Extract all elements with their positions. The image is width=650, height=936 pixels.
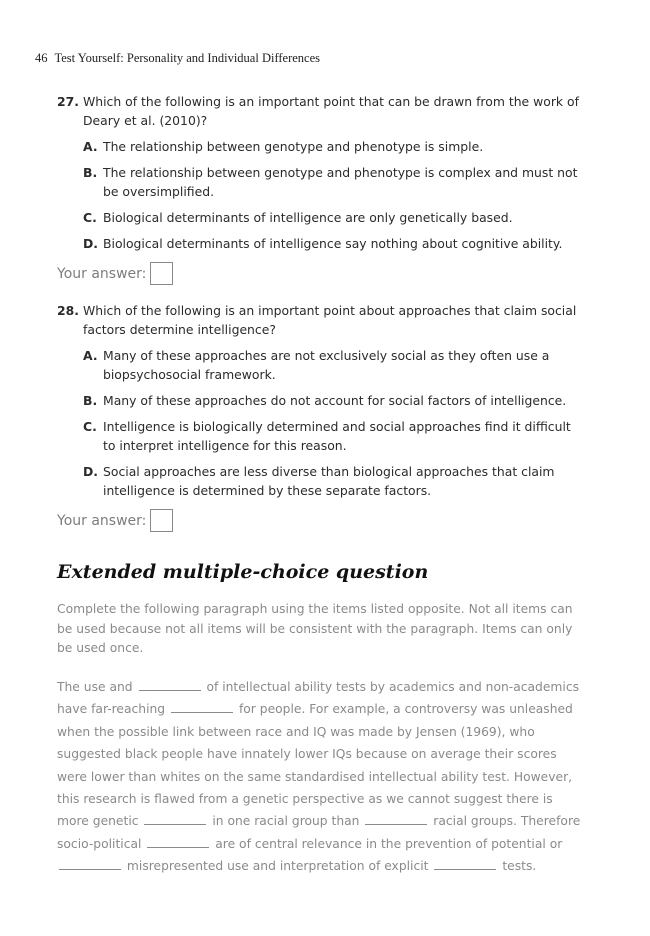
option-letter: B. xyxy=(83,393,98,408)
option-c[interactable] xyxy=(57,208,587,227)
option-list xyxy=(57,137,587,253)
paragraph-text: for people. For example, a controversy was unleashed when the possible link between race and IQ was made by Jensen (1969), who suggested black people have innately lower IQs because on average their scores were lower than whites on the same standardised intellectual ability test. However, this research is flawed from a genetic perspective as we cannot suggest there is more genetic xyxy=(57,702,573,829)
question-text: Which of the following is an important point that can be drawn from the work of Deary et al. (2010)? xyxy=(83,94,579,128)
blank-6[interactable] xyxy=(59,857,121,870)
paragraph-text: are of central relevance in the prevention of potential or xyxy=(215,836,563,851)
option-letter: B. xyxy=(83,165,98,180)
paragraph-text: tests. xyxy=(502,859,537,874)
running-title: Test Yourself: Personality and Individual Differences xyxy=(54,51,321,65)
question-27 xyxy=(57,92,587,260)
option-d[interactable] xyxy=(57,462,587,500)
option-a[interactable] xyxy=(57,346,587,384)
question-28 xyxy=(57,301,587,507)
option-list xyxy=(57,346,587,500)
option-text: Social approaches are less diverse than biological approaches that claim intelligence is determined by these separate factors. xyxy=(103,464,555,498)
answer-label: Your answer: xyxy=(57,512,147,529)
paragraph-text: in one racial group than xyxy=(212,814,360,829)
answer-27 xyxy=(57,262,173,285)
question-number: 28. xyxy=(57,303,79,318)
option-text: Biological determinants of intelligence are only genetically based. xyxy=(103,210,513,225)
option-a[interactable] xyxy=(57,137,587,156)
answer-label: Your answer: xyxy=(57,265,147,282)
option-letter: D. xyxy=(83,236,98,251)
option-text: Intelligence is biologically determined and social approaches find it difficult to interpret intelligence for this reason. xyxy=(103,419,571,453)
paragraph-text: of intellectual ability tests by academics and non-academics have far-reaching xyxy=(57,680,579,717)
option-b[interactable] xyxy=(57,391,587,410)
option-letter: C. xyxy=(83,210,97,225)
option-d[interactable] xyxy=(57,234,587,253)
blank-4[interactable] xyxy=(365,812,427,825)
option-c[interactable] xyxy=(57,417,587,455)
blank-7[interactable] xyxy=(434,857,496,870)
paragraph-text: racial groups. Therefore socio-political xyxy=(57,814,581,851)
blank-5[interactable] xyxy=(147,835,209,848)
option-letter: A. xyxy=(83,348,98,363)
question-text: Which of the following is an important point about approaches that claim social factors determine intelligence? xyxy=(83,303,577,337)
answer-28 xyxy=(57,509,173,532)
page-number: 46 xyxy=(35,51,48,65)
option-text: Many of these approaches are not exclusively social as they often use a biopsychosocial framework. xyxy=(103,348,550,382)
instructions: Complete the following paragraph using the items listed opposite. Not all items can be used because not all items will be consistent with the paragraph. Items can only be used once. xyxy=(57,602,573,655)
running-header xyxy=(35,51,320,66)
option-text: Biological determinants of intelligence say nothing about cognitive ability. xyxy=(103,236,563,251)
option-letter: D. xyxy=(83,464,98,479)
option-letter: A. xyxy=(83,139,98,154)
blank-2[interactable] xyxy=(171,700,233,713)
option-b[interactable] xyxy=(57,163,587,201)
answer-box[interactable] xyxy=(150,509,173,532)
answer-box[interactable] xyxy=(150,262,173,285)
section-title: Extended multiple-choice question xyxy=(57,561,429,583)
blank-3[interactable] xyxy=(144,812,206,825)
paragraph-text: The use and xyxy=(57,680,133,694)
cloze-paragraph xyxy=(57,676,587,878)
question-number: 27. xyxy=(57,94,79,109)
paragraph-text: misrepresented use and interpretation of explicit xyxy=(126,859,429,874)
option-text: The relationship between genotype and phenotype is simple. xyxy=(103,139,484,154)
option-text: The relationship between genotype and phenotype is complex and must not be oversimplified. xyxy=(103,165,578,199)
option-text: Many of these approaches do not account for social factors of intelligence. xyxy=(103,393,567,408)
blank-1[interactable] xyxy=(139,678,201,691)
option-letter: C. xyxy=(83,419,97,434)
